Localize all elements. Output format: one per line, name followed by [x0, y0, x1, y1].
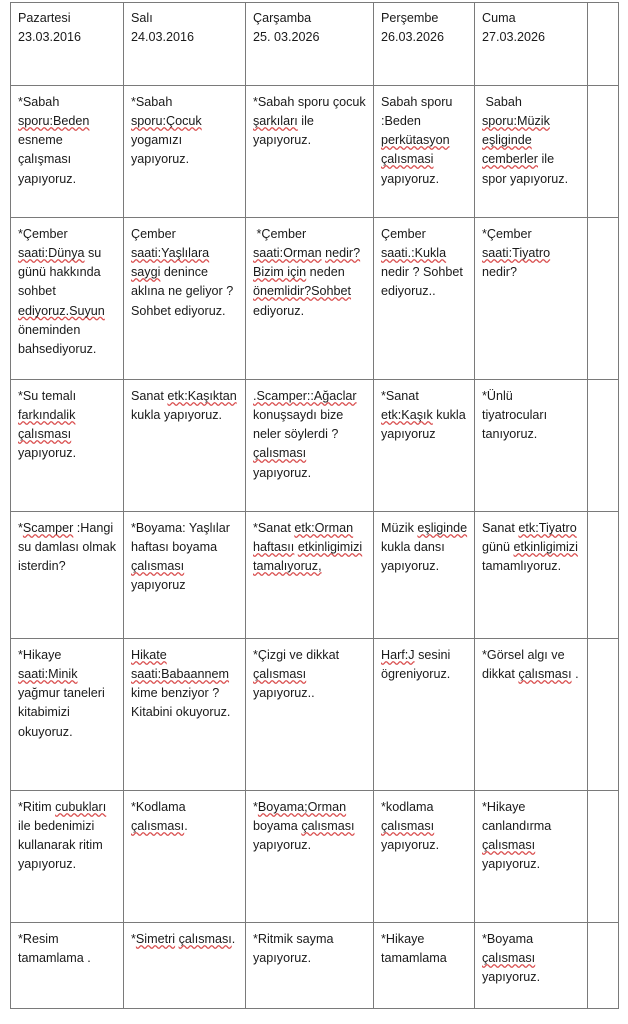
spellcheck-underline: çalısması [518, 667, 572, 682]
spellcheck-underline: cubukları [55, 800, 107, 814]
spellcheck-underline: çalısması [18, 427, 72, 442]
cell-text: *Hikaye canlandırma çalısması yapıyoruz. [482, 800, 555, 872]
spellcheck-underline: ediyoruz.Suyun [18, 303, 105, 318]
cell-text: Sabah sporu:Müzik eşliginde cemberler ile spor yapıyoruz. [482, 95, 569, 186]
cell-text: Hikate saati:Babaannem kime benziyor ?Kitabini okuyoruz. [131, 648, 233, 720]
cell-r4-c1 [11, 512, 124, 639]
cell-text: Harf:J sesini ögreniyoruz. [381, 648, 454, 682]
cell-text: *Simetri çalısması. [131, 932, 236, 946]
cell-text: *Hikaye tamamlama [381, 932, 447, 966]
cell-r3-c1 [11, 380, 124, 512]
cell-r3-c4 [374, 380, 475, 512]
cell-r2-c2 [124, 218, 246, 380]
spellcheck-underline: etkinligimizi [513, 540, 578, 555]
table-header-row [11, 3, 619, 86]
spellcheck-underline: Hikate [131, 648, 167, 662]
cell-text: .Scamper::Ağaclar konuşsaydı bize neler söylerdi ? çalısması yapıyoruz. [253, 389, 361, 480]
cell-r1-c5 [475, 86, 588, 218]
spellcheck-underline: saati:Babaannem [131, 667, 230, 682]
header-cell-thursday [374, 3, 475, 86]
spellcheck-underline: çalısmasi [381, 152, 434, 167]
header-date-label: 23.03.2016 [18, 30, 82, 45]
cell-r5-c6 [588, 639, 619, 791]
cell-text: *Sabah sporu:Beden esneme çalışması yapıyoruz. [18, 95, 93, 186]
cell-text: *Su temalı farkındalik çalısması yapıyoruz. [18, 389, 80, 461]
cell-r2-c6 [588, 218, 619, 380]
header-day-label: Salı [131, 11, 153, 25]
header-date-label: 24.03.2016 [131, 30, 195, 45]
cell-r5-c3 [246, 639, 374, 791]
spellcheck-underline: .Scamper::Ağaclar [253, 389, 357, 403]
spellcheck-underline: saati.:Kukla [381, 246, 447, 261]
spellcheck-underline: etkinligimizi [297, 540, 363, 555]
cell-r2-c4 [374, 218, 475, 380]
cell-r6-c3 [246, 791, 374, 923]
cell-text: *Çember saati:Orman nedir?Bizim için neden önemlidir?Sohbet ediyoruz. [253, 227, 361, 318]
cell-r7-c2 [124, 923, 246, 1009]
cell-text: *Kodlama çalısması. [131, 800, 190, 834]
spellcheck-underline: eşliginde [482, 133, 532, 148]
cell-text: Müzik eşliginde kukla dansı yapıyoruz. [381, 521, 471, 574]
cell-text: Sanat etk:Tiyatro günü etkinligimizi tamamlıyoruz. [482, 521, 582, 574]
cell-r6-c1 [11, 791, 124, 923]
cell-text: *Scamper :Hangi su damlası olmak isterdin? [18, 521, 120, 574]
cell-r7-c4 [374, 923, 475, 1009]
spellcheck-underline: çalısması [253, 446, 307, 461]
spellcheck-underline: Scamper [22, 521, 74, 535]
cell-r5-c5 [475, 639, 588, 791]
cell-text: Sabah sporu :Beden perkütasyon çalısmasi yapıyoruz. [381, 95, 456, 186]
spellcheck-underline: etk:Kaşık [381, 408, 433, 423]
cell-r1-c2 [124, 86, 246, 218]
spellcheck-underline: saati:Yaşlılara [131, 246, 210, 261]
cell-r3-c6 [588, 380, 619, 512]
cell-r3-c5 [475, 380, 588, 512]
header-day-label: Perşembe [381, 11, 439, 25]
cell-r5-c4 [374, 639, 475, 791]
header-cell-monday [11, 3, 124, 86]
cell-text: *Sanat etk:Orman haftasıı etkinligimizi tamalıyoruz, [253, 521, 363, 574]
spellcheck-underline: tamalıyoruz, [253, 559, 322, 574]
header-cell-extra [588, 3, 619, 86]
spellcheck-underline: saati:Tiyatro [482, 246, 551, 261]
header-cell-wednesday [246, 3, 374, 86]
spellcheck-underline: çalısması [131, 559, 185, 574]
cell-r6-c6 [588, 791, 619, 923]
cell-text: *Çember saati:Dünya su günü hakkında sohbet ediyoruz.Suyun öneminden bahsediyoruz. [18, 227, 109, 356]
spellcheck-underline: çalısması [381, 819, 435, 834]
cell-r5-c1 [11, 639, 124, 791]
header-day-label: Pazartesi [18, 11, 71, 25]
spellcheck-underline: sporu:Çocuk [131, 114, 202, 129]
cell-r4-c5 [475, 512, 588, 639]
cell-r1-c3 [246, 86, 374, 218]
spellcheck-underline: önemlidir?Sohbet [253, 284, 352, 299]
cell-r6-c4 [374, 791, 475, 923]
spellcheck-underline: sporu:Beden [18, 114, 90, 129]
cell-r2-c5 [475, 218, 588, 380]
table-row [11, 380, 619, 512]
header-date-label: 27.03.2026 [482, 30, 546, 45]
cell-r7-c6 [588, 923, 619, 1009]
cell-text: *Sabah sporu:Çocuk yogamızı yapıyoruz. [131, 95, 206, 167]
cell-r4-c3 [246, 512, 374, 639]
spellcheck-underline: şarkıları [253, 114, 298, 129]
spellcheck-underline: saati:Orman [253, 246, 322, 261]
table-row [11, 639, 619, 791]
cell-r7-c1 [11, 923, 124, 1009]
header-cell-tuesday [124, 3, 246, 86]
cell-text: *Sabah sporu çocuk şarkıları ile yapıyoruz. [253, 95, 370, 148]
cell-text: *Sanat etk:Kaşık kukla yapıyoruz [381, 389, 470, 442]
cell-r4-c4 [374, 512, 475, 639]
cell-text: *Çizgi ve dikkat çalısması yapıyoruz.. [253, 648, 343, 701]
spellcheck-underline: etk:Orman [294, 521, 354, 535]
table-row [11, 923, 619, 1009]
cell-r3-c3 [246, 380, 374, 512]
spellcheck-underline: cemberler [482, 152, 538, 167]
cell-r4-c2 [124, 512, 246, 639]
cell-r7-c3 [246, 923, 374, 1009]
header-day-label: Çarşamba [253, 11, 312, 25]
spellcheck-underline: saati:Dünya [18, 246, 85, 261]
cell-r2-c1 [11, 218, 124, 380]
cell-text: Sanat etk:Kaşıktan kukla yapıyoruz. [131, 389, 241, 423]
header-date-label: 25. 03.2026 [253, 30, 320, 45]
spellcheck-underline: sporu:Müzik [482, 114, 550, 129]
weekly-plan-table [10, 2, 619, 1009]
cell-text: *Hikaye saati:Minik yağmur taneleri kitabimizi okuyoruz. [18, 648, 109, 739]
cell-r6-c5 [475, 791, 588, 923]
cell-r5-c2 [124, 639, 246, 791]
spellcheck-underline: perkütasyon [381, 133, 450, 148]
spellcheck-underline: Simetri [135, 932, 176, 946]
cell-text: *Ritmik sayma yapıyoruz. [253, 932, 337, 966]
spellcheck-underline: Boyama;Orman [257, 800, 347, 814]
cell-r1-c4 [374, 86, 475, 218]
cell-r2-c3 [246, 218, 374, 380]
header-date-label: 26.03.2026 [381, 30, 445, 45]
header-day-label: Cuma [482, 11, 516, 25]
cell-text: *Görsel algı ve dikkat çalısması . [482, 648, 579, 682]
cell-text: *Çember saati:Tiyatro nedir? [482, 227, 554, 280]
cell-r6-c2 [124, 791, 246, 923]
table-row [11, 512, 619, 639]
spellcheck-underline: çalısması [482, 951, 536, 966]
cell-r7-c5 [475, 923, 588, 1009]
spellcheck-underline: çalısması [178, 932, 232, 946]
cell-text: Çember saati.:Kukla nedir ? Sohbet ediyoruz.. [381, 227, 467, 299]
cell-r4-c6 [588, 512, 619, 639]
cell-text: Çember saati:Yaşlılara saygi denince aklına ne geliyor ?Sohbet ediyoruz. [131, 227, 234, 318]
spellcheck-underline: nedir?Bizim için [253, 246, 361, 280]
spellcheck-underline: çalısması [253, 667, 307, 682]
cell-text: *Boyama;Orman boyama çalısması yapıyoruz. [253, 800, 358, 853]
cell-r3-c2 [124, 380, 246, 512]
spellcheck-underline: saati:Minik [18, 667, 78, 682]
cell-text: *Ritim cubukları ile bedenimizi kullanarak ritim yapıyoruz. [18, 800, 110, 872]
cell-text: *Resim tamamlama . [18, 932, 91, 966]
spellcheck-underline: çalısması [301, 819, 355, 834]
cell-text: *Boyama: Yaşlılar haftası boyama çalısması yapıyoruz [131, 521, 234, 593]
header-cell-friday [475, 3, 588, 86]
table-row [11, 218, 619, 380]
spellcheck-underline: çalısması [131, 819, 185, 834]
cell-text: *kodlama çalısması yapıyoruz. [381, 800, 440, 853]
cell-r1-c6 [588, 86, 619, 218]
table-row [11, 791, 619, 923]
spellcheck-underline: farkındalik [18, 408, 76, 423]
spellcheck-underline: saygi [131, 265, 161, 280]
spellcheck-underline: eşliginde [417, 521, 468, 535]
spellcheck-underline: çalısması [482, 838, 536, 853]
spellcheck-underline: haftasıı [253, 540, 295, 555]
spellcheck-underline: etk:Tiyatro [518, 521, 577, 535]
cell-text: *Boyama çalısması yapıyoruz. [482, 932, 541, 985]
cell-text: *Ünlü tiyatrocuları tanıyoruz. [482, 389, 551, 442]
table-row [11, 86, 619, 218]
spellcheck-underline: etk:Kaşıktan [167, 389, 237, 403]
cell-r1-c1 [11, 86, 124, 218]
spellcheck-underline: Harf:J [381, 648, 415, 662]
